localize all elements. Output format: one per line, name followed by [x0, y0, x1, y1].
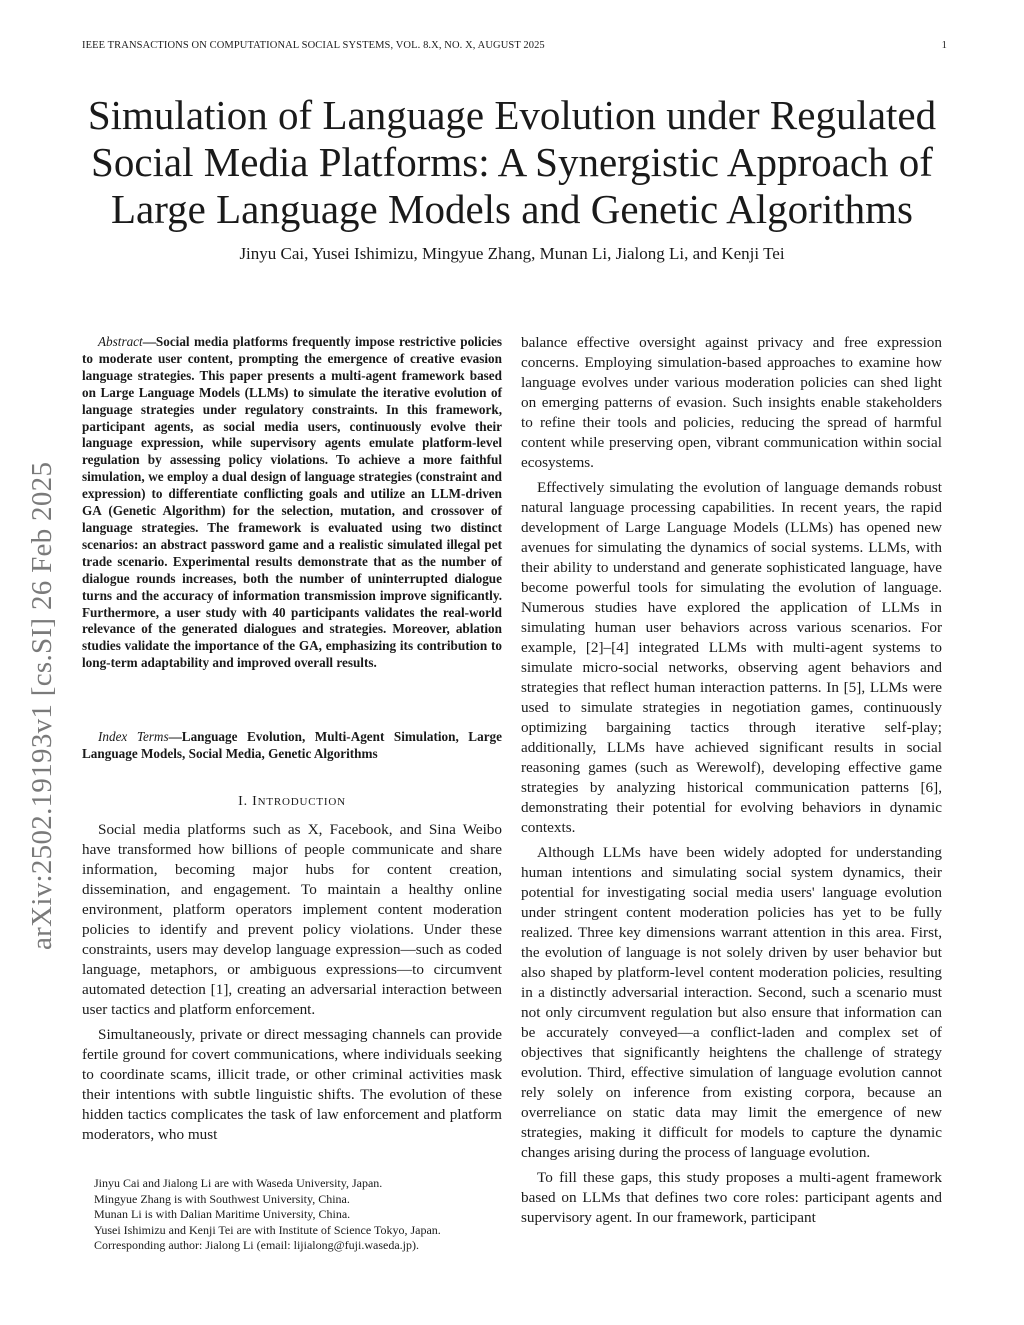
footnotes — [82, 1176, 502, 1254]
section-first-letter: I — [252, 794, 258, 809]
abstract-text: —Social media platforms frequently impose restrictive policies to moderate user content, prompting the emergence of creative evasion language strategies. This paper presents a multi-agent framework based on Large Language Models (LLMs) to simulate the iterative evolution of language strategies under regulatory constraints. In this framework, participant agents, as social media users, continuously evolve their language expression, while supervisory agents emulate platform-level regulation by assessing policy violations. To achieve a more faithful simulation, we employ a dual design of language strategies (constraint and expression) to differentiate conflicting goals and utilize an LLM-driven GA (Genetic Algorithm) for the selection, mutation, and crossover of language strategies. The framework is evaluated using two distinct scenarios: an abstract password game and a realistic simulated illegal pet trade scenario. Experimental results demonstrate that as the number of dialogue rounds increases, both the number of uninterrupted dialogue turns and the accuracy of information transmission improve significantly. Furthermore, a user study with 40 participants validates the real-world relevance of the generated dialogues and strategies. Moreover, ablation studies validate the importance of the GA, emphasizing its contribution to long-term adaptability and improved overall results. — [82, 334, 502, 671]
title-line-1: Simulation of Language Evolution under Regulated — [87, 92, 937, 138]
abstract — [82, 334, 502, 672]
arxiv-stamp: arXiv:2502.19193v1 [cs.SI] 26 Feb 2025 — [26, 461, 58, 950]
paragraph: Although LLMs have been widely adopted for understanding human intentions and simulating social system dynamics, their potential for investigating social media users' language evolution under stringent content moderation policies has yet to be fully realized. Three key dimensions warrant attention in this area. First, the evolution of language is not solely driven by user behavior but also shaped by platform-level content moderation policies, resulting in a distinctly adversarial interaction. Second, such a scenario must not only circumvent regulation but also ensure that information can be accurately conveyed—a conflict-laden and complex set of objectives that significantly heightens the challenge of strategy evolution. Third, effective simulation of language evolution cannot rely solely on inference from existing corpora, because an overreliance on static data may limit the emergence of new strategies, making it difficult for models to capture the dynamic changes arising during the process of language evolution. — [521, 844, 942, 1161]
left-column-body — [82, 820, 502, 1150]
section-numeral: I. — [238, 794, 253, 809]
footnote: Mingyue Zhang is with Southwest University, China. — [94, 1191, 350, 1206]
right-column-body — [521, 333, 942, 1233]
index-terms-label: Index Terms — [98, 729, 169, 744]
paragraph: Effectively simulating the evolution of language demands robust natural language processing capabilities. In recent years, the rapid development of Large Language Models (LLMs) has opened new avenues for simulating the dynamics of social systems. LLMs, with their ability to understand and generate sophisticated language, have become powerful tools for simulating the evolution of language. Numerous studies have explored the application of LLMs in simulating human user behaviors across various scenarios. For example, [2]–[4] integrated LLMs with multi-agent systems to simulate micro-social networks, observing agent behaviors and strategies that reflect human interaction patterns. In [5], LLMs were used to simulate strategies in negotiation games, continuously optimizing bargaining tactics through iterative self-play; additionally, LLMs have achieved significant results in social reasoning games (such as Werewolf), developing effective game strategies by analyzing historical communication patterns [6], demonstrating their potential for evolving behaviors in dynamic contexts. — [521, 479, 942, 836]
paper-title — [40, 92, 984, 233]
footnote: Munan Li is with Dalian Maritime University, China. — [94, 1207, 351, 1222]
paragraph: To fill these gaps, this study proposes a multi-agent framework based on LLMs that defines two core roles: participant agents and supervisory agent. In our framework, participant — [521, 1169, 942, 1226]
index-terms-text: —Language Evolution, Multi-Agent Simulation, Large Language Models, Social Media, Genetic Algorithms — [82, 729, 502, 761]
title-line-3: Large Language Models and Genetic Algorithms — [111, 186, 913, 232]
page-number: 1 — [941, 40, 947, 51]
footnote: Corresponding author: Jialong Li (email: lijialong@fuji.waseda.jp). — [94, 1238, 419, 1253]
footnote: Yusei Ishimizu and Kenji Tei are with Institute of Science Tokyo, Japan. — [94, 1222, 441, 1237]
journal-header: IEEE TRANSACTIONS ON COMPUTATIONAL SOCIAL SYSTEMS, VOL. 8.X, NO. X, AUGUST 2025 — [82, 40, 545, 51]
paragraph: balance effective oversight against privacy and free expression concerns. Employing simulation-based approaches to examine how language evolves under various moderation policies can shed light on emerging patterns of evasion. Such insights enable stakeholders to refine their tools and policies, reducing the spread of harmful content while preserving open, vibrant communication within social ecosystems. — [521, 334, 942, 471]
title-line-2: Social Media Platforms: A Synergistic Approach of — [91, 139, 933, 185]
abstract-label: Abstract — [98, 334, 143, 349]
paragraph: Simultaneously, private or direct messaging channels can provide fertile ground for covert communications, where individuals seeking to coordinate scams, illicit trade, or other criminal activities mask their intentions with subtle linguistic shifts. The evolution of these hidden tactics complicates the task of law enforcement and platform moderators, who must — [82, 1026, 502, 1143]
index-terms — [82, 728, 502, 762]
section-rest: NTRODUCTION — [257, 796, 346, 808]
section-heading-introduction — [82, 794, 502, 810]
running-header — [82, 40, 947, 51]
paragraph: Social media platforms such as X, Facebook, and Sina Weibo have transformed how billions of people communicate and share information, becoming major hubs for content creation, dissemination, and engagement. To maintain a healthy online environment, platform operators implement content moderation policies to identify and prevent policy violations. Under these constraints, users may develop language expression—such as coded language, metaphors, or ambiguous expressions—to circumvent automated detection [1], creating an adversarial interaction between user tactics and platform enforcement. — [82, 821, 502, 1018]
author-list: Jinyu Cai, Yusei Ishimizu, Mingyue Zhang, Munan Li, Jialong Li, and Kenji Tei — [239, 244, 785, 263]
footnote: Jinyu Cai and Jialong Li are with Waseda University, Japan. — [94, 1176, 383, 1190]
